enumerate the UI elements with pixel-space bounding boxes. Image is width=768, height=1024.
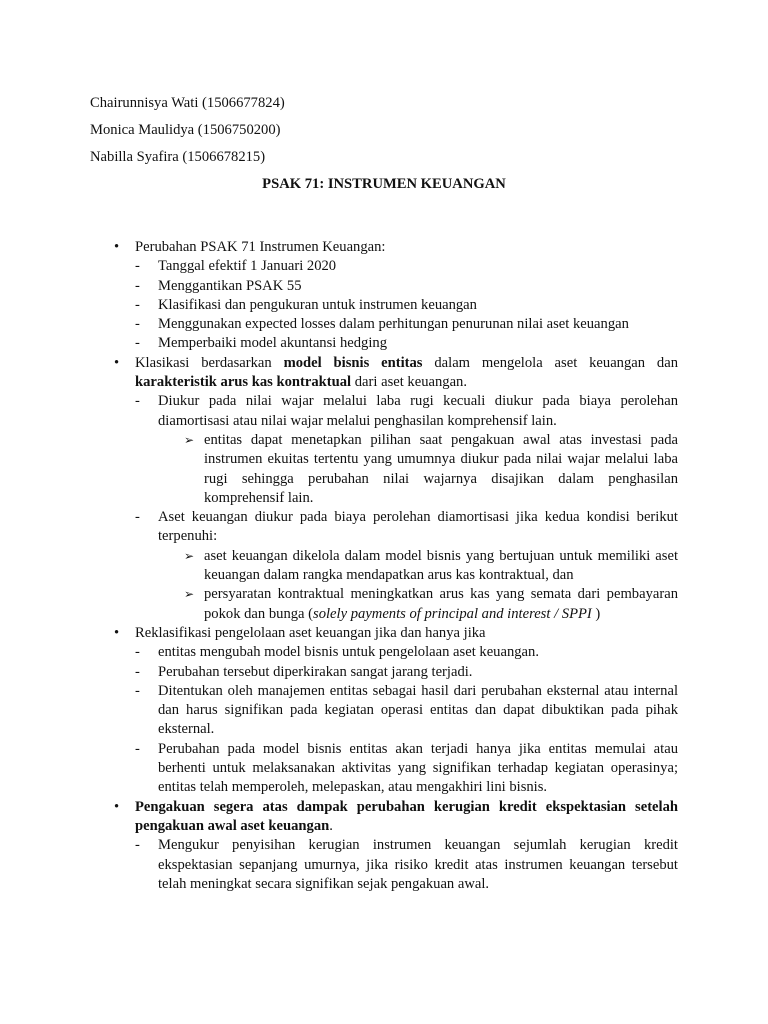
bullet-item — [90, 354, 678, 393]
bullet-item: • Reklasifikasi pengelolaan aset keuangan jika dan hanya jika — [90, 624, 678, 643]
document-body — [90, 238, 678, 894]
italic-run: solely payments of principal and interest / SPPI — [313, 605, 592, 622]
dash-item: - Menggantikan PSAK 55 — [90, 277, 678, 296]
bold-run: karakteristik arus kas kontraktual — [135, 374, 352, 391]
arrow-item: ➢ aset keuangan dikelola dalam model bisnis yang bertujuan untuk memiliki aset keuangan dalam rangka mendapatkan arus kas kontraktual, dan — [90, 547, 678, 586]
dash-item: - entitas mengubah model bisnis untuk pengelolaan aset keuangan. — [90, 643, 678, 662]
bold-run: Pengakuan segera atas dampak perubahan kerugian kredit ekspektasian setelah pengakuan awal aset keuangan — [135, 798, 678, 834]
text-run: ) — [591, 605, 601, 622]
text-run: dari aset keuangan. — [351, 374, 467, 391]
text-run: Klasikasi berdasarkan — [135, 354, 284, 371]
text-run: persyaratan kontraktual meningkatkan arus kas yang semata dari pembayaran pokok dan bunga ( — [204, 586, 678, 622]
dash-item: - Memperbaiki model akuntansi hedging — [90, 334, 678, 353]
bullet-item — [90, 798, 678, 837]
dash-item: - Aset keuangan diukur pada biaya perolehan diamortisasi jika kedua kondisi berikut terpenuhi: — [90, 508, 678, 547]
dash-item: - Klasifikasi dan pengukuran untuk instrumen keuangan — [90, 296, 678, 315]
author-line: Monica Maulidya (1506750200) — [90, 122, 281, 138]
document-title: PSAK 71: INSTRUMEN KEUANGAN — [262, 176, 506, 192]
dash-item: - Ditentukan oleh manajemen entitas sebagai hasil dari perubahan eksternal atau internal dan harus signifikan pada kegiatan operasi entitas dan dapat dibuktikan pada pihak eksternal. — [90, 682, 678, 740]
author-line: Nabilla Syafira (1506678215) — [90, 149, 266, 165]
dash-item: - Perubahan tersebut diperkirakan sangat jarang terjadi. — [90, 663, 678, 682]
dash-item: - Mengukur penyisihan kerugian instrumen keuangan sejumlah kerugian kredit ekspektasian sepanjang umurnya, jika risiko kredit atas instrumen keuangan tersebut telah meningkat secara signifikan sejak pengakuan awal. — [90, 836, 678, 894]
arrow-item — [90, 585, 678, 624]
bullet-item: • Perubahan PSAK 71 Instrumen Keuangan: — [90, 238, 678, 257]
dash-item: - Tanggal efektif 1 Januari 2020 — [90, 257, 678, 276]
dash-item: - Perubahan pada model bisnis entitas akan terjadi hanya jika entitas memulai atau berhenti untuk melaksanakan aktivitas yang signifikan terhadap kegiatan operasinya; entitas telah memperoleh, melepaskan, atau mengakhiri lini bisnis. — [90, 740, 678, 798]
text-run: . — [329, 817, 333, 834]
dash-item: - Diukur pada nilai wajar melalui laba rugi kecuali diukur pada biaya perolehan diamortisasi atau nilai wajar melalui penghasilan komprehensif lain. — [90, 392, 678, 431]
arrow-item: ➢ entitas dapat menetapkan pilihan saat pengakuan awal atas investasi pada instrumen ekuitas tertentu yang umumnya diukur pada nilai wajar melalui laba rugi sehingga perubahan nilai wajarnya disajikan dalam penghasilan komprehensif lain. — [90, 431, 678, 508]
author-line: Chairunnisya Wati (1506677824) — [90, 95, 285, 111]
dash-item: - Menggunakan expected losses dalam perhitungan penurunan nilai aset keuangan — [90, 315, 678, 334]
text-run: dalam mengelola aset keuangan dan — [422, 354, 678, 371]
bold-run: model bisnis entitas — [283, 354, 423, 371]
